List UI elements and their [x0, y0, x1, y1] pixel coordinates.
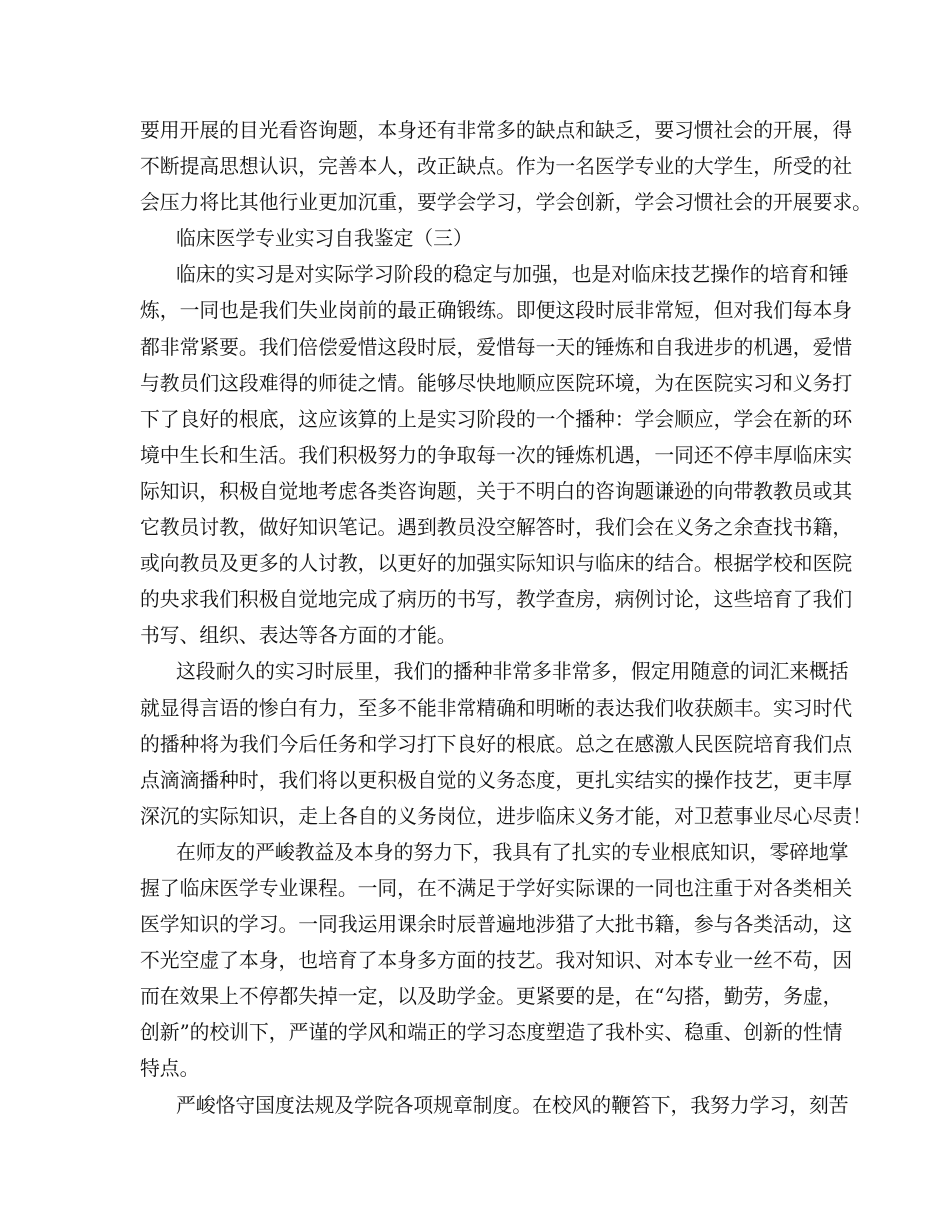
text-line: 下了良好的根底，这应该算的上是实习阶段的一个播种：学会顺应，学会在新的环	[140, 407, 853, 431]
text-line: 它教员讨教，做好知识笔记。遇到教员没空解答时，我们会在义务之余查找书籍，	[140, 516, 853, 540]
text-line: 与教员们这段难得的师徒之情。能够尽快地顺应医院环境，为在医院实习和义务打	[140, 371, 853, 395]
section-heading: 临床医学专业实习自我鉴定（三）	[176, 227, 473, 251]
text-line: 严峻恪守国度法规及学院各项规章制度。在校风的鞭笞下，我努力学习，刻苦	[176, 1093, 849, 1117]
text-line: 特点。	[140, 1057, 200, 1081]
text-line: 在师友的严峻教益及本身的努力下，我具有了扎实的专业根底知识，零碎地掌	[176, 840, 849, 864]
text-line: 就显得言语的惨白有力，至多不能非常精确和明晰的表达我们收获颇丰。实习时代	[140, 696, 853, 720]
text-line: 不断提高思想认识，完善本人，改正缺点。作为一名医学专业的大学生，所受的社	[140, 155, 853, 179]
text-line: 深沉的实际知识，走上各自的义务岗位，进步临床义务才能，对卫惹事业尽心尽责！	[140, 804, 872, 828]
text-line: 这段耐久的实习时辰里，我们的播种非常多非常多，假定用随意的词汇来概括	[176, 660, 849, 684]
text-line: 握了临床医学专业课程。一同，在不满足于学好实际课的一同也注重于对各类相关	[140, 876, 853, 900]
text-line: 或向教员及更多的人讨教，以更好的加强实际知识与临床的结合。根据学校和医院	[140, 552, 853, 576]
text-line: 际知识，积极自觉地考虑各类咨询题，关于不明白的咨询题谦逊的向带教教员或其	[140, 479, 853, 503]
text-line: 书写、组织、表达等各方面的才能。	[140, 624, 457, 648]
text-line: 医学知识的学习。一同我运用课余时辰普遍地涉猎了大批书籍，参与各类活动，这	[140, 913, 853, 937]
text-line: 炼，一同也是我们失业岗前的最正确锻练。即便这段时辰非常短，但对我们每本身	[140, 299, 853, 323]
text-line: 而在效果上不停都失掉一定，以及助学金。更紧要的是，在“勾搭，勤劳，务虚，	[140, 985, 843, 1009]
text-line: 点滴滴播种时，我们将以更积极自觉的义务态度，更扎实结实的操作技艺，更丰厚	[140, 768, 853, 792]
text-line: 境中生长和生活。我们积极努力的争取每一次的锤炼机遇，一同还不停丰厚临床实	[140, 443, 853, 467]
text-line: 的央求我们积极自觉地完成了病历的书写，教学查房，病例讨论，这些培育了我们	[140, 588, 853, 612]
text-line: 会压力将比其他行业更加沉重，要学会学习，学会创新，学会习惯社会的开展要求。	[140, 191, 872, 215]
text-line: 都非常紧要。我们倍偿爱惜这段时辰，爱惜每一天的锤炼和自我进步的机遇，爱惜	[140, 335, 853, 359]
text-line: 临床的实习是对实际学习阶段的稳定与加强，也是对临床技艺操作的培育和锤	[176, 263, 849, 287]
text-line: 要用开展的目光看咨询题，本身还有非常多的缺点和缺乏，要习惯社会的开展，得	[140, 119, 853, 142]
body-text	[140, 113, 872, 1124]
text-line: 不光空虚了本身，也培育了本身多方面的技艺。我对知识、对本专业一丝不苟，因	[140, 949, 853, 973]
text-line: 创新”的校训下，严谨的学风和端正的学习态度塑造了我朴实、稳重、创新的性情	[140, 1021, 843, 1045]
text-line: 的播种将为我们今后任务和学习打下良好的根底。总之在感激人民医院培育我们点	[140, 732, 853, 756]
